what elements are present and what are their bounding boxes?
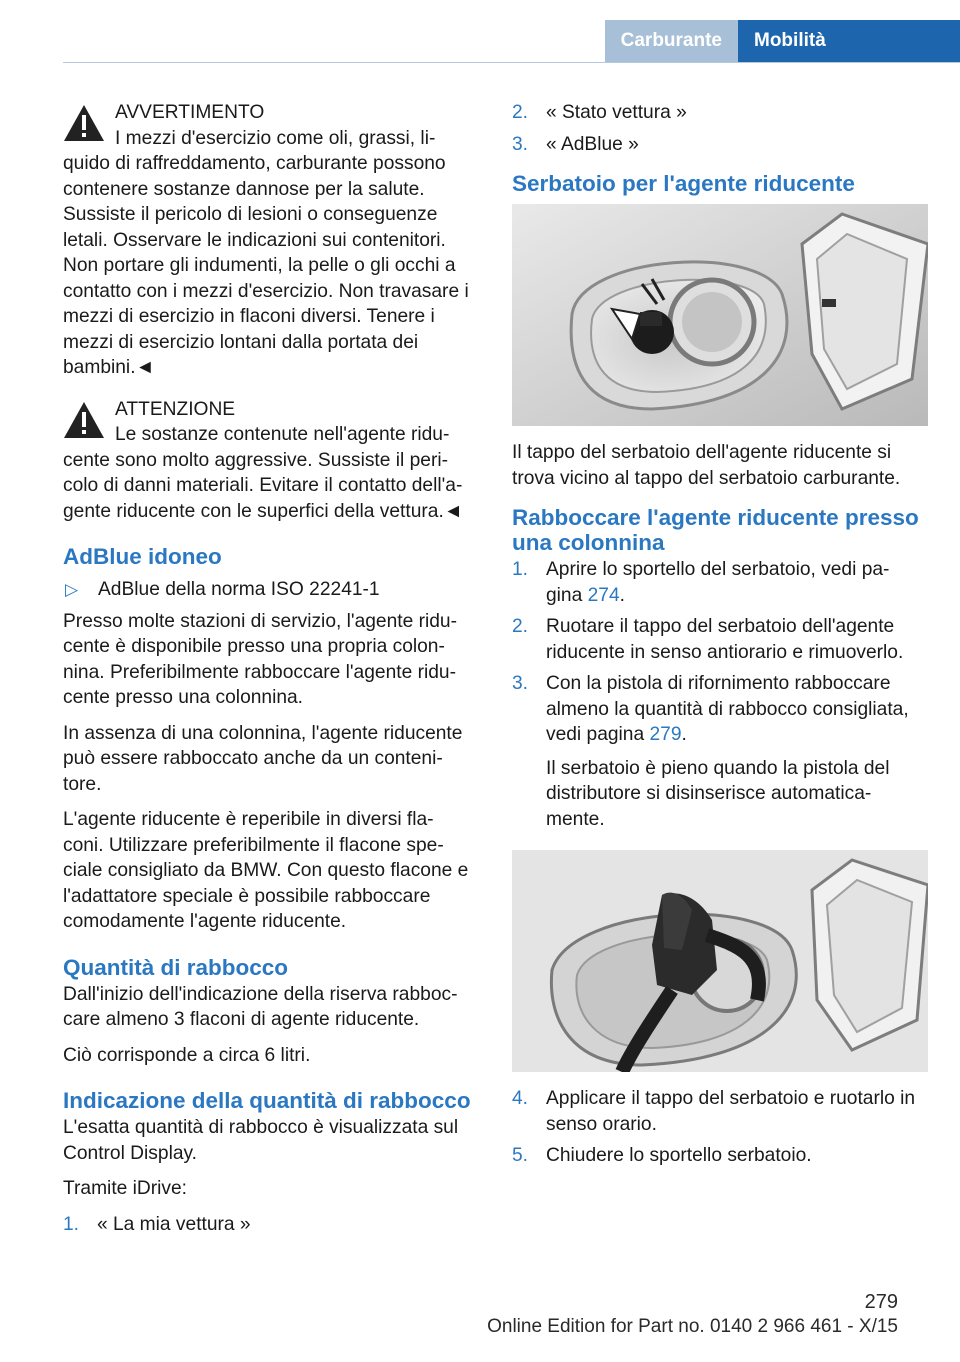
list-item: 5. Chiudere lo sportello serbatoio. (512, 1145, 812, 1166)
bullet-item (63, 577, 478, 603)
paragraph: In assenza di una colonnina, l'agente riducente può essere rabboccato anche da un conteni- tore. (63, 722, 463, 795)
right-column (512, 100, 928, 1177)
caution-text: cente sono molto aggressive. Sussiste il peri- colo di danni materiali. Evitare il contatto dell'a- gente riducente con le superfici della vettura.◄ (63, 449, 463, 522)
list-item: 2. « Stato vettura » (512, 102, 687, 123)
triangle-bullet-icon: ▷ (65, 580, 79, 599)
list-item: 3. « AdBlue » (512, 133, 639, 155)
paragraph: Presso molte stazioni di servizio, l'agente ridu- cente è disponibile presso una propria colon- nina. Preferibilmente rabboccare l'agente ridu- cente presso una colonnina. (63, 610, 457, 708)
paragraph: Ciò corrisponde a circa 6 litri. (63, 1044, 311, 1066)
paragraph: L'agente riducente è reperibile in diversi fla- coni. Utilizzare preferibilmente il flacone spe- ciale consigliato da BMW. Con questo flacone e l'adattatore speciale è possibile rabboccare comodamente l'agente riducente. (63, 809, 469, 932)
list-item: 4. Applicare il tappo del serbatoio e ruotarlo in senso orario. (512, 1088, 916, 1135)
left-column (63, 100, 478, 1245)
caution-text-first: Le sostanze contenute nell'agente ridu- (115, 424, 450, 445)
heading-adblue: AdBlue idoneo (63, 544, 222, 569)
filling-nozzle-photo (512, 850, 928, 1072)
page-link-279[interactable]: 279 (649, 724, 682, 745)
caution-notice (63, 397, 478, 525)
warning-title: AVVERTIMENTO (115, 102, 265, 123)
heading-tank: Serbatoio per l'agente riducente (512, 171, 855, 196)
warning-text: quido di raffreddamento, carburante possono contenere sostanze dannose per la salute. Sussiste il pericolo di lesioni o conseguenze letali. Osservare le indicazioni sui contenitori. Non portare gli indumenti, la pelle o gli occhi a contatto con i mezzi d'esercizio. Non travasare i mezzi di esercizio in flaconi diversi. Tenere i mezzi di esercizio lontani dalla portata dei bambini.◄ (63, 153, 469, 378)
idrive-steps (63, 1212, 478, 1238)
chapter-tab[interactable]: Mobilità (738, 20, 960, 62)
caution-title: ATTENZIONE (115, 398, 236, 420)
heading-quantity: Quantità di rabbocco (63, 954, 289, 980)
list-item: 1. « La mia vettura » (63, 1213, 251, 1235)
page-header (0, 20, 960, 62)
idrive-steps-cont (512, 100, 928, 157)
caution-triangle-icon (63, 401, 105, 439)
page-link-274[interactable]: 274 (587, 584, 620, 606)
paragraph: L'esatta quantità di rabbocco è visualizzata sul Control Display. (63, 1117, 459, 1164)
warning-notice (63, 100, 478, 381)
warning-triangle-icon (63, 104, 105, 142)
step-note: Il serbatoio è pieno quando la pistola del distributore si disinserisce automatica- mente. (546, 757, 890, 830)
refill-steps-cont (512, 1086, 928, 1169)
page-number: 279 (864, 1291, 898, 1313)
refill-steps (512, 557, 928, 832)
heading-display: Indicazione della quantità di rabbocco (63, 1088, 471, 1113)
paragraph: Dall'inizio dell'indicazione della riserva rabboc- care almeno 3 flaconi di agente riducente. (63, 983, 458, 1030)
paragraph: Tramite iDrive: (63, 1178, 188, 1199)
bullet-text: AdBlue della norma ISO 22241‑1 (98, 579, 380, 600)
heading-refill: Rabboccare l'agente riducente presso una colonnina (512, 505, 919, 555)
caption: Il tappo del serbatoio dell'agente riducente si trova vicino al tappo del serbatoio carburante. (512, 442, 901, 489)
header-rule (63, 62, 960, 63)
list-item: 3. Con la pistola di rifornimento rabboccare almeno la quantità di rabbocco consigliata, vedi pagina 279. Il serbatoio è pieno quando la pistola del distributore si disinserisce automatica- mente. (512, 671, 928, 832)
reducing-agent-cap-photo (512, 204, 928, 426)
list-item: 1. Aprire lo sportello del serbatoio, vedi pa- gina 274. (512, 559, 890, 606)
section-tab[interactable]: Carburante (605, 20, 738, 62)
warning-text-first: I mezzi d'esercizio come oli, grassi, li- (115, 127, 436, 149)
list-item: 2. Ruotare il tappo del serbatoio dell'agente riducente in senso antiorario e rimuoverlo. (512, 616, 904, 663)
edition-footer: Online Edition for Part no. 0140 2 966 461 - X/15 (487, 1316, 898, 1337)
